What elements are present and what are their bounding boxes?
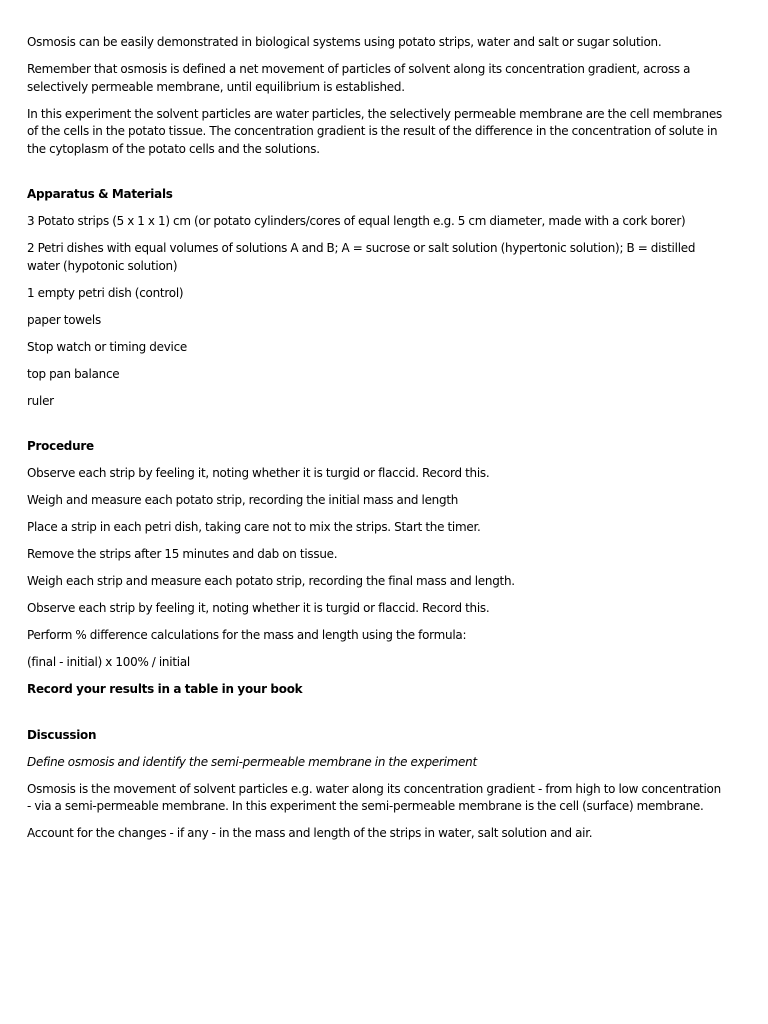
discussion-account: Account for the changes - if any - in the mass and length of the strips in water, salt solution and air. [27,826,593,840]
apparatus-item: 3 Potato strips (5 x 1 x 1) cm (or potato cylinders/cores of equal length e.g. 5 cm diameter, made with a cork borer) [27,214,686,228]
discussion-answer: Osmosis is the movement of solvent particles e.g. water along its concentration gradient - from high to low concentration - via a semi-permeable membrane. In this experiment the semi-permeable membrane is the cell (surface) membrane. [27,781,721,813]
record-note: Record your results in a table in your book [27,682,303,696]
apparatus-heading: Apparatus & Materials [27,187,173,201]
procedure-heading: Procedure [27,439,94,453]
apparatus-item: Stop watch or timing device [27,339,188,354]
procedure-step: Weigh and measure each potato strip, recording the initial mass and length [27,493,459,507]
procedure-step: Observe each strip by feeling it, noting whether it is turgid or flaccid. Record this. [27,466,490,480]
procedure-step: Place a strip in each petri dish, taking care not to mix the strips. Start the timer. [27,520,481,534]
formula: (final - initial) x 100% / initial [27,655,190,669]
discussion-heading: Discussion [27,727,97,742]
document-page [27,34,739,843]
apparatus-item: top pan balance [27,366,120,381]
apparatus-item: 1 empty petri dish (control) [27,285,184,300]
apparatus-item: ruler [27,393,54,408]
intro-paragraph-1: Osmosis can be easily demonstrated in biological systems using potato strips, water and salt or sugar solution. [27,35,662,49]
intro-paragraph-3: In this experiment the solvent particles are water particles, the selectively permeable membrane are the cell membranes of the cells in the potato tissue. The concentration gradient is the result of the difference in the concentration of solute in the cytoplasm of the potato cells and the solutions. [27,106,722,156]
procedure-step: Perform % difference calculations for the mass and length using the formula: [27,628,467,642]
intro-paragraph-2: Remember that osmosis is defined a net movement of particles of solvent along its concentration gradient, across a selectively permeable membrane, until equilibrium is established. [27,62,691,94]
procedure-step: Weigh each strip and measure each potato strip, recording the final mass and length. [27,574,515,588]
discussion-question: Define osmosis and identify the semi-permeable membrane in the experiment [27,754,477,769]
apparatus-item: paper towels [27,312,101,327]
procedure-step: Remove the strips after 15 minutes and dab on tissue. [27,547,338,561]
apparatus-item: 2 Petri dishes with equal volumes of solutions A and B; A = sucrose or salt solution (hypertonic solution); B = distilled water (hypotonic solution) [27,241,696,273]
procedure-step: Observe each strip by feeling it, noting whether it is turgid or flaccid. Record this. [27,601,490,615]
